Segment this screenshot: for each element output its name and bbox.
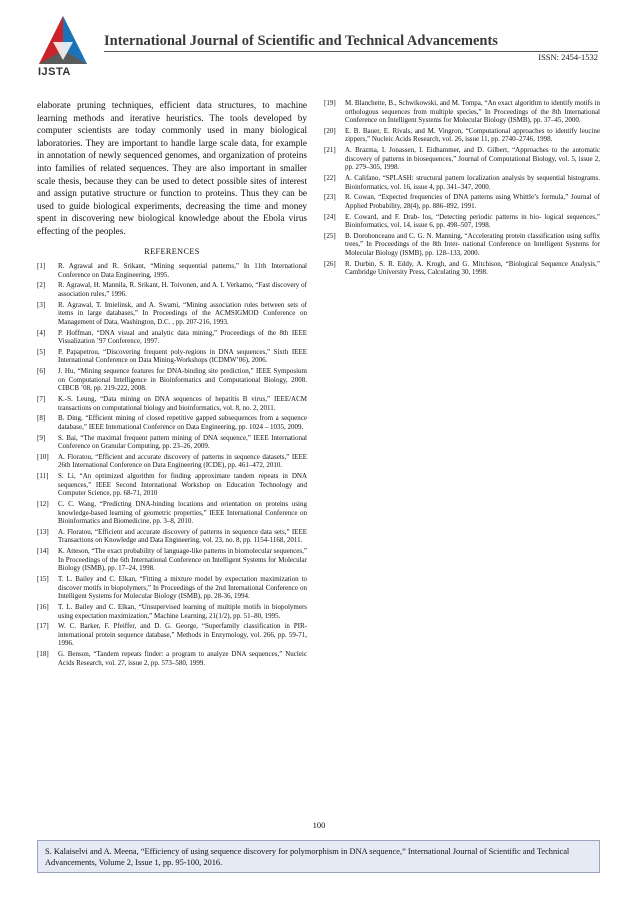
logo-text: IJSTA bbox=[38, 66, 71, 78]
reference-item bbox=[37, 367, 307, 393]
reference-number: [8] bbox=[37, 414, 46, 423]
reference-number: [12] bbox=[37, 500, 49, 508]
reference-text: S. Bai, “The maximal frequent pattern mining of DNA sequence,” IEEE International Conference on Granular Computing, pp. 23–26, 2009. bbox=[58, 433, 307, 451]
reference-item bbox=[37, 603, 307, 620]
citation-box: S. Kalaiselvi and A. Meena, “Efficiency of using sequence discovery for polymorphism in DNA sequence,” International Journal of Scientific and Technical Advancements, Volume 2, Issue 1, pp. 95-100, 2016. bbox=[37, 840, 600, 873]
reference-text: P. Papapetrou, “Discovering frequent poly-regions in DNA sequences,” Sixth IEEE International Conference on Data Mining-Workshops (ICDMW’06), 2006. bbox=[58, 347, 307, 365]
reference-item bbox=[37, 348, 307, 365]
reference-number: [7] bbox=[37, 395, 46, 403]
reference-number: [15] bbox=[37, 575, 49, 584]
reference-text: T. L. Bailey and C. Elkan, “Fitting a mixture model by expectation maximization to discover motifs in biopolymers,” In Proceedings of the 2nd International Conference on Intelligent Systems for Molecular Biology (ISMB), pp. 28-36, 1994. bbox=[58, 575, 307, 601]
reference-text: A. Califano, “SPLASH: structural pattern localization analysis by sequential histograms. Bioinformatics, vol. 16, issue 4, pp. 341–347, 2000. bbox=[345, 174, 600, 191]
reference-text: K.-S. Leung, “Data mining on DNA sequences of hepatitis B virus,” IEEE/ACM transactions on computational biology and bioinformatics, vol. 8, no. 2, 2011. bbox=[58, 395, 307, 412]
reference-item bbox=[324, 260, 600, 277]
reference-text: A. Floratou, “Efficient and accurate discovery of patterns in sequence data sets,” IEEE Transactions on Knowledge and Data Engineering, vol. 23, no. 8, pp. 1154-1168, 2011. bbox=[58, 527, 307, 545]
reference-number: [24] bbox=[324, 212, 336, 221]
reference-item bbox=[37, 453, 307, 470]
reference-text: M. Blanchette, B., Schwikowski, and M. Tompa, “An exact algorithm to identify motifs in orthologous sequences from multiple species,” In Proceedings of the 8th International Conference on Intelligent Systems for Molecular Biology (ISMB), pp. 37–45, 2000. bbox=[345, 99, 600, 125]
reference-item bbox=[37, 395, 307, 412]
reference-text: R. Agrawal, T. Imielinsk, and A. Swami, “Mining association rules between sets of items in large databases,” In Proceedings of the ACMSIGMOD Conference on Management of Data, Washington, D.C. , pp. 207-216, 1993. bbox=[58, 300, 307, 326]
reference-number: [19] bbox=[324, 99, 336, 107]
reference-text: R. Agrawal, H. Mannila, R. Srikant, H. Toivonen, and A. I. Verkamo, “Fast discovery of association rules,” 1996. bbox=[58, 281, 307, 298]
reference-item bbox=[37, 528, 307, 545]
reference-item bbox=[37, 281, 307, 298]
reference-item bbox=[37, 547, 307, 573]
reference-number: [5] bbox=[37, 347, 46, 356]
reference-number: [17] bbox=[37, 622, 49, 631]
header-rule bbox=[104, 51, 598, 52]
reference-item bbox=[37, 472, 307, 498]
reference-number: [22] bbox=[324, 174, 336, 183]
reference-item bbox=[37, 622, 307, 648]
reference-list-left bbox=[37, 262, 307, 667]
reference-number: [23] bbox=[324, 193, 336, 202]
reference-text: E. B. Bauer, E. Rivals, and M. Vingron, “Computational approaches to identify leucine zippers,” Nucleic Acids Research, vol. 26, issue 11, pp. 2740–2746, 1998. bbox=[345, 126, 600, 144]
reference-text: C. C. Wang, “Predicting DNA-binding locations and orientation on proteins using knowledge-based learning of geometric properties,” IEEE International Conference on Bioinformatics and Biomedicine, pp. 3–8, 2010. bbox=[58, 500, 307, 526]
issn: ISSN: 2454-1532 bbox=[538, 52, 598, 62]
left-column bbox=[37, 99, 307, 669]
reference-number: [25] bbox=[324, 231, 336, 240]
reference-text: A. Floratou, “Efficient and accurate discovery of patterns in sequence datasets,” IEEE 26th International Conference on Data Engineering (ICDE), pp. 461–472, 2010. bbox=[58, 452, 307, 470]
reference-item bbox=[324, 99, 600, 125]
page-number: 100 bbox=[312, 820, 326, 830]
reference-number: [26] bbox=[324, 259, 336, 268]
right-column bbox=[324, 99, 600, 279]
reference-item bbox=[37, 650, 307, 667]
reference-text: G. Benson, “Tandem repeats finder: a program to analyze DNA sequences,” Nucleic Acids Research, vol. 27, issue 2, pp. 573–580, 1999. bbox=[58, 650, 307, 667]
reference-text: J. Hu, “Mining sequence features for DNA-binding site prediction,” IEEE Symposium on Computational Intelligence in Bioinformatics and Computational Biology, 2008. CIBCB ’08, pp. 219-222, 2008. bbox=[58, 367, 307, 393]
reference-text: R. Agrawal and R. Srikant, “Mining sequential patterns,” In 11th International Conference on Data Engineering, 1995. bbox=[58, 262, 307, 279]
reference-text: T. L. Bailey and C. Elkan, “Unsupervised learning of multiple motifs in biopolymers using expectation maximization,” Machine Learning, 21(1/2), pp. 51–80, 1995. bbox=[58, 602, 307, 620]
reference-text: P. Hoffman, “DNA visual and analytic data mining,” Proceedings of the 8th IEEE Visualization ’97 Conference, 1997. bbox=[58, 328, 307, 346]
reference-text: W. C. Barker, F. Pfeiffer, and D. G. George, “Superfamily classification in PIR-international protein sequence database,” Methods in Enzymology, vol. 266, pp. 59-71, 1996. bbox=[58, 622, 307, 648]
reference-number: [11] bbox=[37, 472, 49, 481]
reference-number: [16] bbox=[37, 602, 49, 611]
reference-item bbox=[324, 174, 600, 191]
reference-text: E. Coward, and F. Drab- los, “Detecting periodic patterns in bio- logical sequences,” Bioinformatics, vol. 14, issue 6, pp. 498–507, 1998. bbox=[345, 212, 600, 230]
reference-item bbox=[324, 127, 600, 144]
reference-number: [9] bbox=[37, 433, 46, 442]
reference-number: [10] bbox=[37, 452, 49, 461]
reference-item bbox=[37, 262, 307, 279]
reference-item bbox=[37, 301, 307, 327]
reference-number: [3] bbox=[37, 300, 46, 309]
reference-text: R. Cowan, “Expected frequencies of DNA patterns using Whittle’s formula,” Journal of Applied Probability, 28(4), pp. 886–892, 1991. bbox=[345, 193, 600, 210]
reference-number: [1] bbox=[37, 262, 46, 271]
reference-number: [6] bbox=[37, 367, 46, 376]
reference-item bbox=[37, 575, 307, 601]
reference-item bbox=[37, 500, 307, 526]
page-header bbox=[0, 0, 638, 90]
reference-text: R. Durbin, S. R. Eddy, A. Krogh, and G. Mitchison, “Biological Sequence Analysis,” Cambridge University Press, Calculating 30, 1998. bbox=[345, 259, 600, 277]
reference-item bbox=[37, 434, 307, 451]
reference-item bbox=[37, 414, 307, 431]
references-heading: REFERENCES bbox=[144, 246, 200, 256]
reference-item bbox=[37, 329, 307, 346]
journal-title: International Journal of Scientific and Technical Advancements bbox=[104, 33, 498, 49]
reference-number: [14] bbox=[37, 547, 49, 556]
reference-number: [18] bbox=[37, 650, 49, 659]
reference-item bbox=[324, 193, 600, 210]
reference-number: [13] bbox=[37, 527, 49, 536]
reference-text: A. Brazma, I. Jonassen, I. Eidhammer, and D. Gilbert, “Approaches to the automatic discovery of patterns in biosequences,” Journal of Computational Biology, vol. 5, issue 2, pp. 279–305, 1998. bbox=[345, 146, 600, 172]
reference-text: K. Atteson, “The exact probability of language-like patterns in biomolecular sequences,” In Proceedings of the 6th International Conference on Intelligent Systems for Molecular Biology (ISMB), pp. 17–24, 1998. bbox=[58, 547, 307, 573]
reference-text: S. Li, “An optimized algorithm for finding approximate tandem repeats in DNA sequences,” IEEE Second International Workshop on Education Technology and Computer Science, pp. 68-71, 2010 bbox=[58, 472, 307, 498]
reference-text: B. Ding, “Efficient mining of closed repetitive gapped subsequences from a sequence database,” IEEE International Conference on Data Engineering, pp. 1024 – 1035, 2009. bbox=[58, 414, 307, 431]
reference-list-right bbox=[324, 99, 600, 277]
reference-item bbox=[324, 232, 600, 258]
reference-number: [4] bbox=[37, 328, 46, 337]
reference-item bbox=[324, 213, 600, 230]
reference-number: [20] bbox=[324, 126, 336, 135]
reference-item bbox=[324, 146, 600, 172]
reference-number: [2] bbox=[37, 281, 46, 290]
reference-number: [21] bbox=[324, 146, 336, 155]
reference-text: B. Dorohonceanu and C. G. N. Manning, “Accelerating protein classification using suffix trees,” In Proceedings of the 8th Inter- national Conference on Intelligent Systems for Molecular Biology (ISMB), pp. 128–133, 2000. bbox=[345, 231, 600, 258]
body-paragraph: elaborate pruning techniques, efficient data structures, to machine learning methods and iterative heuristics. The tools developed by computer scientists are today commonly used in many biological laboratories. They are important to handle large scale data, for example in annotation of newly sequenced genomes, and organization of proteins into families of related sequences. They are also important in smaller scale thesis, because they can be used to detect possible sites of interest and assign putative structure or function to proteins. Thus they can be used to guide biological experiments, decreasing the time and money spent in discovering new biological knowledge about the Ebola virus effecting of the peoples. bbox=[37, 100, 307, 236]
